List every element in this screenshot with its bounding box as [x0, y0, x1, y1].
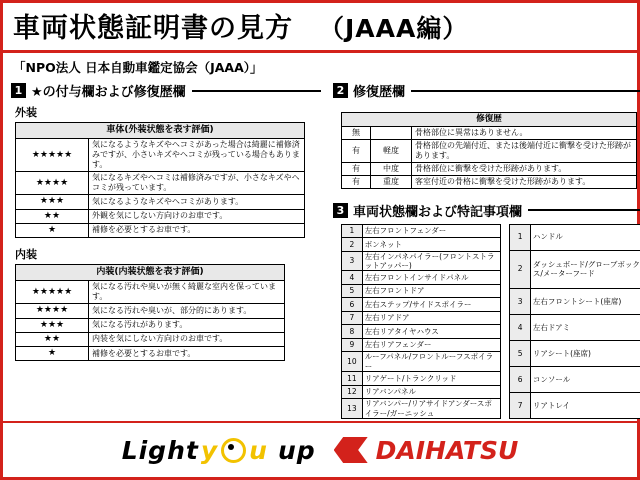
list-item [510, 366, 640, 392]
section-1-title: ★の付与欄および修復歴欄 [31, 85, 186, 100]
note-index: 2 [342, 238, 363, 252]
note-text: ダッシュボード/グローブボックス/メーターフード [530, 250, 640, 288]
note-text: 左右インパネパイラー(フロントストラットアッパー) [362, 251, 501, 271]
note-index: 8 [342, 325, 363, 339]
exterior-stars: ★ [16, 223, 89, 237]
repair-mark: 有 [342, 162, 371, 175]
note-index: 2 [510, 250, 530, 288]
note-text: リアゲート/トランクリッド [362, 372, 501, 386]
page-header [3, 3, 637, 75]
list-item [342, 325, 501, 339]
section-3-number: 3 [333, 203, 348, 218]
note-index: 3 [510, 288, 530, 314]
daihatsu-mark-icon [334, 437, 368, 463]
note-index: 4 [342, 271, 363, 285]
interior-desc: 内装を気にしない方向けのお車です。 [89, 332, 285, 346]
slogan-up: up [277, 435, 316, 465]
exterior-desc: 気になるようなキズやヘコミがあった場合は綺麗に補修済みですが、小さいキズやヘコミが残っている場合もあります。 [89, 139, 305, 172]
note-index: 13 [342, 399, 363, 419]
repair-desc: 客室付近の骨格に衝撃を受けた形跡があります。 [412, 175, 637, 188]
table-row [16, 281, 285, 304]
repair-caption: 修復歴 [342, 113, 637, 127]
list-item [342, 311, 501, 325]
exterior-desc: 補修を必要とするお車です。 [89, 223, 305, 237]
note-text: ボンネット [362, 238, 501, 252]
repair-level: 中度 [371, 162, 412, 175]
repair-history-table [341, 112, 637, 189]
table-row [16, 209, 305, 223]
page-title [13, 7, 627, 51]
note-index: 6 [510, 366, 530, 392]
daihatsu-wordmark: DAIHATSU [375, 435, 519, 465]
section-2-header [333, 81, 640, 100]
left-column [11, 81, 321, 361]
list-item [342, 372, 501, 386]
interior-group-label: 内装 [15, 248, 37, 261]
brand-row [122, 436, 519, 465]
section-1-rule [192, 90, 321, 92]
slogan-light-you-up [122, 436, 316, 465]
note-text: 左右リアタイヤハウス [362, 325, 501, 339]
notes-right-table [509, 224, 640, 419]
interior-stars: ★★★ [16, 318, 89, 332]
note-index: 5 [510, 340, 530, 366]
note-text: 左右フロントドア [362, 284, 501, 298]
daihatsu-logo [334, 436, 519, 465]
interior-table [15, 264, 285, 361]
interior-desc: 気になる汚れや臭いが無く綺麗な室内を保っています。 [89, 281, 285, 304]
exterior-desc: 気になるキズやヘコミは補修済みですが、小さなキズやヘコミが残っています。 [89, 172, 305, 195]
interior-stars: ★★ [16, 332, 89, 346]
note-text: 左右リアフェンダー [362, 338, 501, 352]
note-text: リアトレイ [530, 392, 640, 418]
exterior-table-caption: 車体(外装状態を表す評価) [16, 123, 305, 139]
repair-mark: 有 [342, 139, 371, 162]
page-title-sub: （JAAA編） [319, 14, 469, 43]
note-text: コンソール [530, 366, 640, 392]
table-row [16, 139, 305, 172]
list-item [342, 399, 501, 419]
interior-stars: ★★★★★ [16, 281, 89, 304]
note-index: 10 [342, 352, 363, 372]
interior-stars: ★ [16, 347, 89, 361]
table-row [16, 304, 285, 318]
list-item [342, 271, 501, 285]
eye-icon [221, 438, 246, 463]
note-text: リアシート(座席) [530, 340, 640, 366]
note-index: 7 [342, 311, 363, 325]
section-3-title: 車両状態欄および特記事項欄 [353, 204, 523, 220]
page-title-main: 車両状態証明書の見方 [13, 13, 293, 44]
section-3-rule [528, 209, 640, 211]
list-item [510, 314, 640, 340]
exterior-desc: 外観を気にしない方向けのお車です。 [89, 209, 305, 223]
table-row [16, 332, 285, 346]
table-row [342, 126, 637, 139]
notes-left-table [341, 224, 501, 419]
list-item [510, 224, 640, 250]
table-row [342, 139, 637, 162]
exterior-table-caption-row [16, 123, 305, 139]
note-text: ハンドル [530, 224, 640, 250]
interior-desc: 気になる汚れがあります。 [89, 318, 285, 332]
note-index: 7 [510, 392, 530, 418]
page-footer [3, 421, 637, 477]
interior-desc: 気になる汚れや臭いが、部分的にあります。 [89, 304, 285, 318]
repair-level: 重度 [371, 175, 412, 188]
list-item [342, 224, 501, 238]
list-item [510, 250, 640, 288]
interior-stars: ★★★★ [16, 304, 89, 318]
list-item [342, 251, 501, 271]
table-row [16, 195, 305, 209]
list-item [342, 284, 501, 298]
repair-desc: 骨格部位の先端付近、または後端付近に衝撃を受けた形跡があります。 [412, 139, 637, 162]
table-row [16, 318, 285, 332]
note-text: 左右ドアミ [530, 314, 640, 340]
exterior-stars: ★★★ [16, 195, 89, 209]
content-columns [11, 81, 640, 421]
table-row [342, 162, 637, 175]
list-item [510, 392, 640, 418]
note-index: 1 [342, 224, 363, 238]
exterior-stars: ★★★★★ [16, 139, 89, 172]
interior-desc: 補修を必要とするお車です。 [89, 347, 285, 361]
note-text: 左右ステップ/サイドスポイラー [362, 298, 501, 312]
section-1-number: 1 [11, 83, 26, 98]
repair-level [371, 126, 412, 139]
exterior-stars: ★★★★ [16, 172, 89, 195]
section-1-header [11, 81, 321, 100]
slogan-light: Light [121, 435, 199, 465]
note-text: 左右リアドア [362, 311, 501, 325]
repair-mark: 有 [342, 175, 371, 188]
repair-desc: 骨格部位に衝撃を受けた形跡があります。 [412, 162, 637, 175]
table-row [16, 172, 305, 195]
note-index: 9 [342, 338, 363, 352]
section-2-title: 修復歴欄 [353, 85, 406, 100]
repair-mark: 無 [342, 126, 371, 139]
interior-table-caption: 内装(内装状態を表す評価) [16, 265, 285, 281]
exterior-stars: ★★ [16, 209, 89, 223]
slogan-u: u [249, 435, 268, 465]
organization-label: 「NPO法人 日本自動車鑑定協会（JAAA）」 [13, 60, 263, 75]
list-item [342, 385, 501, 399]
note-text: 左右フロントインサイドパネル [362, 271, 501, 285]
slogan-y: y [200, 435, 219, 465]
table-row [16, 347, 285, 361]
right-column [333, 81, 640, 419]
repair-level: 軽度 [371, 139, 412, 162]
list-item [510, 340, 640, 366]
note-index: 6 [342, 298, 363, 312]
list-item [342, 238, 501, 252]
table-row [16, 223, 305, 237]
list-item [342, 298, 501, 312]
list-item [342, 352, 501, 372]
note-text: 左右フロントシート(座席) [530, 288, 640, 314]
exterior-desc: 気になるようなキズやヘコミがあります。 [89, 195, 305, 209]
note-index: 1 [510, 224, 530, 250]
note-text: リアバンパネル [362, 385, 501, 399]
interior-table-caption-row [16, 265, 285, 281]
note-index: 12 [342, 385, 363, 399]
header-divider [3, 50, 637, 53]
note-text: リアバンパー/リアサイドアンダースポイラー/ガーニッシュ [362, 399, 501, 419]
note-text: ルーフパネル/フロントルーフスポイラー [362, 352, 501, 372]
notes-lists [341, 224, 640, 419]
list-item [342, 338, 501, 352]
note-index: 3 [342, 251, 363, 271]
repair-desc: 骨格部位に異常はありません。 [412, 126, 637, 139]
note-index: 5 [342, 284, 363, 298]
note-index: 11 [342, 372, 363, 386]
section-2-rule [411, 90, 640, 92]
exterior-table [15, 122, 305, 238]
note-text: 左右フロントフェンダー [362, 224, 501, 238]
exterior-group-label: 外装 [15, 106, 37, 119]
section-2-number: 2 [333, 83, 348, 98]
repair-caption-row [342, 113, 637, 127]
list-item [510, 288, 640, 314]
table-row [342, 175, 637, 188]
section-3-header [333, 201, 640, 220]
note-index: 4 [510, 314, 530, 340]
